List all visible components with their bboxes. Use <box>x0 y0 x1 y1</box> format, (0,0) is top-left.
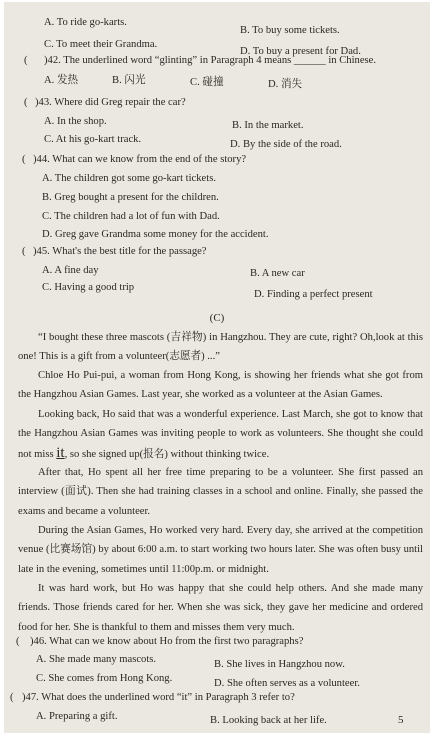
passage-paragraph-1: “I bought these three mascots (吉祥物) in Hangzhou. They are cute, right? Oh,look at this one! This is a gift from a volunteer(志愿者) ...” <box>18 332 423 363</box>
q44-option-c: C. The children had a lot of fun with Dad. <box>42 211 220 222</box>
q42-stem: )42. The underlined word “glinting” in Paragraph 4 means ______ in Chinese. <box>44 55 377 66</box>
q44-option-a: A. The children got some go-kart tickets. <box>42 173 216 184</box>
q41-option-d: D. To buy a present for Dad. <box>240 46 361 57</box>
q43-stem: )43. Where did Greg repair the car? <box>35 97 186 108</box>
q47-answer-paren: ( <box>10 692 14 703</box>
q44-answer-paren: ( <box>22 154 26 165</box>
q43-option-a: A. In the shop. <box>44 116 107 127</box>
passage-paragraph-3: Looking back, Ho said that was a wonderful experience. Last March, she got to know that the Hangzhou Asian Games was inviting people to work as volunteers. She thought she could not miss it, so she signed up(报名) without thinking twice. <box>18 409 423 461</box>
q41-option-b: B. To buy some tickets. <box>240 25 340 36</box>
q42-option-d: D. 消失 <box>268 79 303 90</box>
q44-option-d: D. Greg gave Grandma some money for the accident. <box>42 229 269 240</box>
q44-option-b: B. Greg bought a present for the children. <box>42 192 219 203</box>
q47-stem: )47. What does the underlined word “it” in Paragraph 3 refer to? <box>22 692 295 703</box>
underlined-word-it: it <box>56 444 65 461</box>
passage-paragraph-4: After that, Ho spent all her free time preparing to be a volunteer. She first passed an interview (面试). Then she had training classes in a school and online. Finally, she passed the exams and became a volunteer. <box>18 467 423 517</box>
q46-option-b: B. She lives in Hangzhou now. <box>214 659 345 670</box>
q43-option-d: D. By the side of the road. <box>230 139 342 150</box>
q47-option-a: A. Preparing a gift. <box>36 711 118 722</box>
q43-option-c: C. At his go-kart track. <box>44 134 142 145</box>
q43-option-b: B. In the market. <box>232 120 304 131</box>
exam-page <box>4 2 430 733</box>
q45-option-c: C. Having a good trip <box>42 282 135 293</box>
q42-option-b: B. 闪光 <box>112 75 146 86</box>
q45-option-d: D. Finding a perfect present <box>254 289 373 300</box>
q42-answer-paren: ( <box>24 55 28 66</box>
q43-answer-paren: ( <box>24 97 28 108</box>
q41-option-c: C. To meet their Grandma. <box>44 39 158 50</box>
q47-option-b: B. Looking back at her life. <box>210 715 327 726</box>
q45-stem: )45. What's the best title for the passage? <box>33 246 207 257</box>
page-number: 5 <box>398 714 404 726</box>
q45-option-a: A. A fine day <box>42 265 99 276</box>
q46-stem: )46. What can we know about Ho from the first two paragraphs? <box>30 636 304 647</box>
section-heading: (C) <box>209 312 225 324</box>
q44-stem: )44. What can we know from the end of the story? <box>33 154 247 165</box>
q41-option-a: A. To ride go-karts. <box>44 17 127 28</box>
passage-paragraph-5: During the Asian Games, Ho worked very hard. Every day, she arrived at the competition venue (比赛场馆) by about 6:00 a.m. to start working two hours later. She was often busy until late in the evening, sometimes until 11:00p.m. or midnight. <box>18 525 423 575</box>
q45-answer-paren: ( <box>22 246 26 257</box>
q46-option-a: A. She made many mascots. <box>36 654 157 665</box>
q42-option-a: A. 发热 <box>44 75 79 86</box>
q46-option-c: C. She comes from Hong Kong. <box>36 673 173 684</box>
q46-option-d: D. She often serves as a volunteer. <box>214 678 360 689</box>
q45-option-b: B. A new car <box>250 268 305 279</box>
q46-answer-paren: ( <box>16 636 20 647</box>
q42-option-c: C. 碰撞 <box>190 77 224 88</box>
passage-paragraph-6: It was hard work, but Ho was happy that she could help others. And she made many friends. Those friends cared for her. When she was sick, they gave her medicine and ordered food for her. She is thankful to them and misses them very much. <box>18 583 423 633</box>
passage-paragraph-2: Chloe Ho Pui-pui, a woman from Hong Kong, is showing her friends what she got from the Hangzhou Asian Games. Last year, she worked as a volunteer at the Asian Games. <box>18 370 423 401</box>
